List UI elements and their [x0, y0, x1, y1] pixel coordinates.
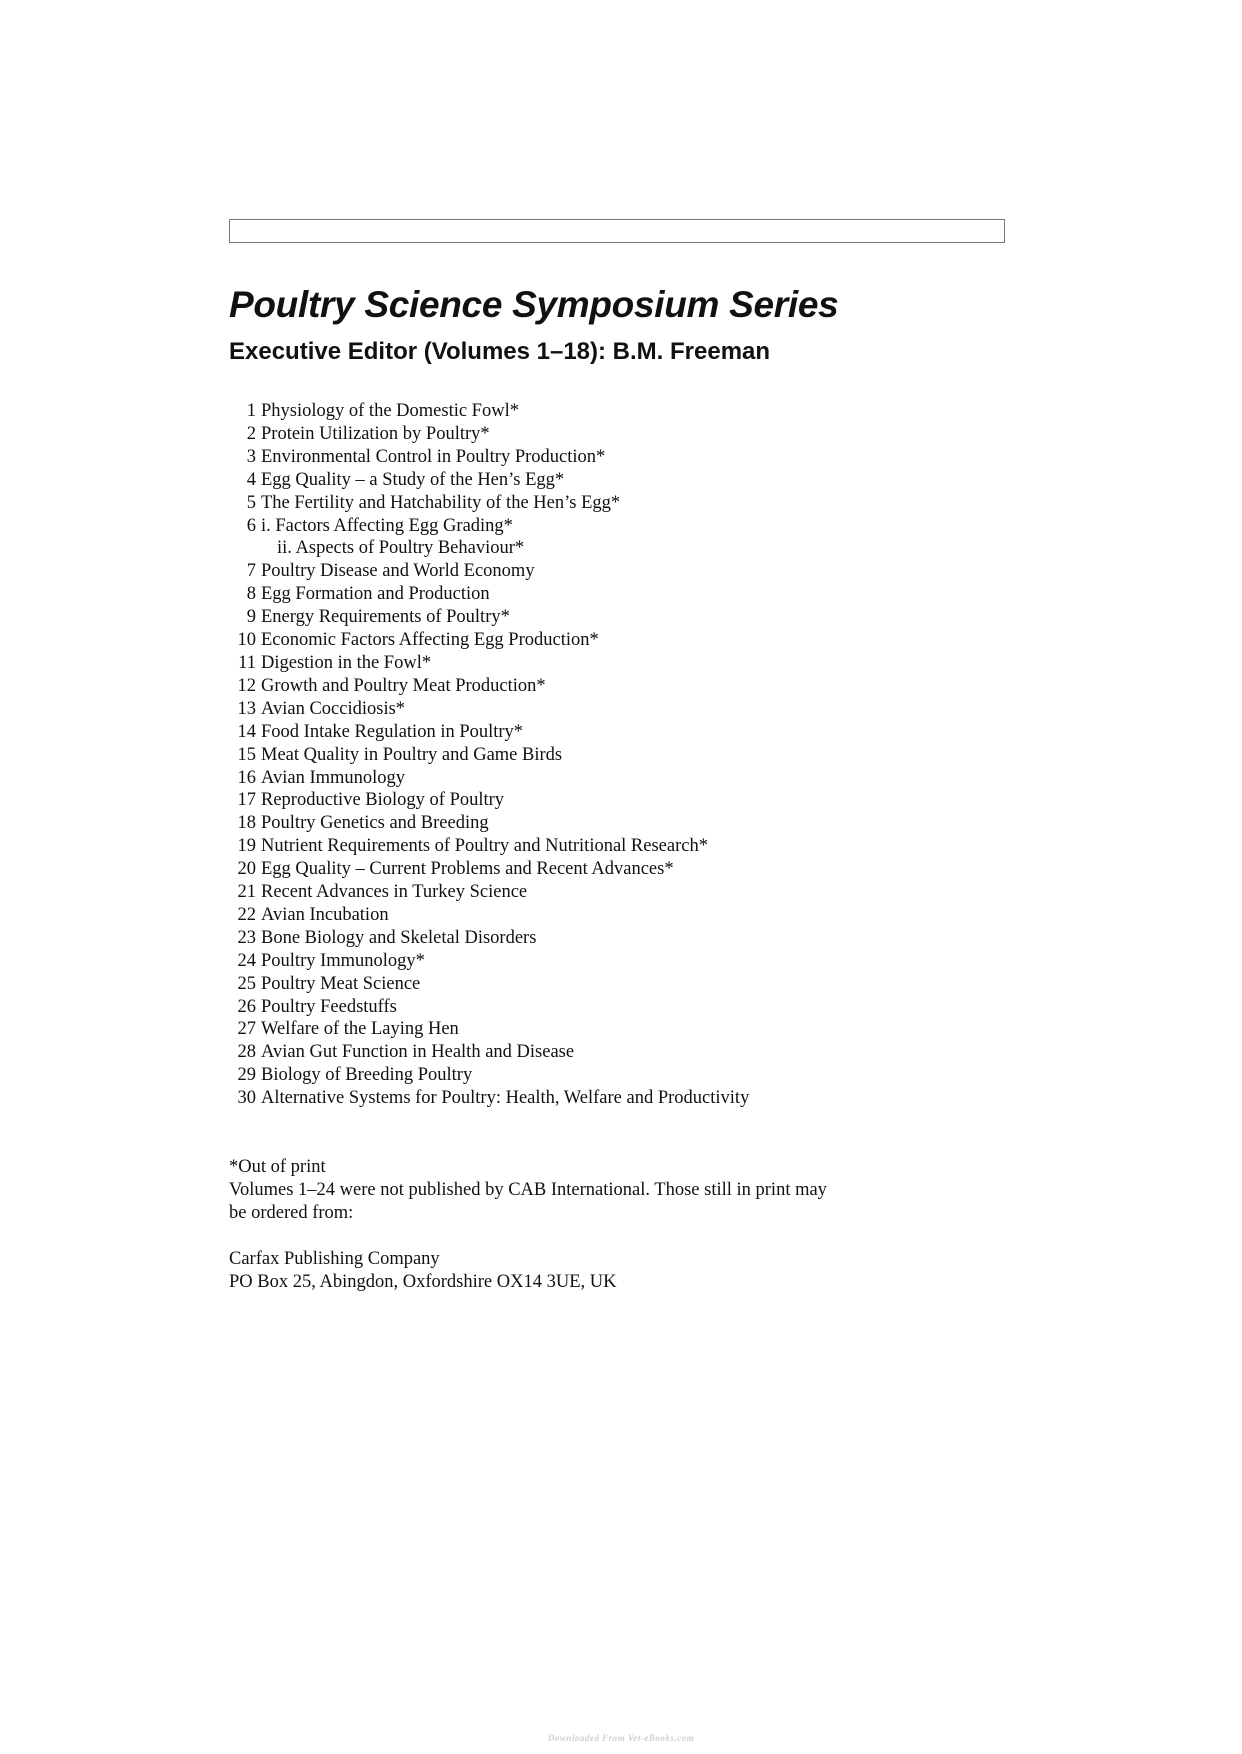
volume-item-subpart: [229, 537, 1029, 560]
volume-title: Welfare of the Laying Hen: [261, 1019, 459, 1040]
volume-title: The Fertility and Hatchability of the Hen’s Egg*: [261, 492, 621, 513]
volume-item: [229, 789, 1029, 812]
volume-title: Physiology of the Domestic Fowl*: [261, 401, 519, 421]
volume-title: Digestion in the Fowl*: [261, 652, 432, 673]
volume-item: [229, 812, 1029, 835]
volume-number: 28: [237, 1042, 256, 1063]
volume-number: 24: [237, 950, 256, 971]
volume-number: 4: [246, 469, 256, 490]
volume-item: [229, 835, 1029, 858]
volume-title: Egg Formation and Production: [261, 584, 490, 605]
volume-title: Poultry Genetics and Breeding: [261, 813, 489, 834]
volume-number: 8: [246, 584, 256, 605]
volume-item: [229, 652, 1029, 675]
volume-title: Nutrient Requirements of Poultry and Nutritional Research*: [261, 836, 708, 857]
volume-title: Food Intake Regulation in Poultry*: [261, 721, 524, 742]
volume-item: [229, 583, 1029, 606]
volume-title: Avian Incubation: [261, 904, 389, 925]
volume-item: [229, 629, 1029, 652]
volume-number: 23: [237, 927, 256, 948]
volume-title: Poultry Immunology*: [261, 950, 425, 971]
volume-number: 18: [237, 813, 256, 834]
volume-number: 11: [238, 652, 256, 673]
volume-number: 9: [246, 607, 256, 628]
volume-title: Egg Quality – a Study of the Hen’s Egg*: [261, 469, 565, 490]
volume-number: 12: [237, 675, 256, 696]
volume-item: [229, 973, 1029, 996]
volume-item: [229, 675, 1029, 698]
volume-item: [229, 1041, 1029, 1064]
volume-number: 25: [237, 973, 256, 994]
volume-title: Poultry Disease and World Economy: [261, 561, 535, 582]
volume-title: Meat Quality in Poultry and Game Birds: [261, 744, 563, 765]
series-title: Poultry Science Symposium Series: [229, 284, 839, 325]
notes-section: [229, 1156, 929, 1294]
volume-number: 1: [246, 401, 256, 421]
series-editor: Executive Editor (Volumes 1–18): B.M. Freeman: [229, 338, 771, 365]
download-watermark: Downloaded From Vet-eBooks.com: [547, 1733, 695, 1743]
volume-item: [229, 560, 1029, 583]
volume-number: 15: [237, 744, 256, 765]
volume-number: [229, 537, 257, 560]
publisher-name: Carfax Publishing Company: [229, 1249, 440, 1269]
volume-item: [229, 744, 1029, 767]
volume-title: Biology of Breeding Poultry: [261, 1065, 473, 1086]
volume-number: 19: [237, 836, 256, 857]
volume-item: [229, 492, 1029, 515]
volume-number: 10: [237, 630, 256, 651]
volume-item: [229, 515, 1029, 538]
volume-number: 26: [237, 996, 256, 1017]
volume-title: Growth and Poultry Meat Production*: [261, 675, 546, 696]
volume-number: 14: [237, 721, 256, 742]
availability-note-line-2: be ordered from:: [229, 1203, 354, 1223]
volume-title: Reproductive Biology of Poultry: [261, 790, 505, 811]
volume-title: Egg Quality – Current Problems and Recent Advances*: [261, 859, 674, 880]
volume-number: 5: [246, 492, 256, 513]
availability-note-line-1: Volumes 1–24 were not published by CAB International. Those still in print may: [229, 1180, 827, 1200]
volume-item: [229, 606, 1029, 629]
volume-item: [229, 927, 1029, 950]
volume-number: 2: [246, 423, 256, 444]
volume-number: 22: [237, 904, 256, 925]
volume-item: [229, 721, 1029, 744]
volume-item: [229, 904, 1029, 927]
spacer: [229, 1225, 929, 1248]
volume-number: 30: [237, 1088, 256, 1109]
volume-item: [229, 1064, 1029, 1087]
out-of-print-note: *Out of print: [229, 1157, 326, 1177]
volume-list: [229, 400, 1029, 1110]
volume-item: [229, 698, 1029, 721]
volume-number: 6: [246, 515, 256, 536]
volume-title: Energy Requirements of Poultry*: [261, 607, 510, 628]
volume-item: [229, 1018, 1029, 1041]
volume-number: 27: [237, 1019, 256, 1040]
volume-number: 17: [237, 790, 256, 811]
volume-title: Avian Coccidiosis*: [261, 698, 406, 719]
volume-item: [229, 446, 1029, 469]
volume-title: ii. Aspects of Poultry Behaviour*: [277, 538, 525, 559]
volume-item: [229, 881, 1029, 904]
volume-title: Avian Immunology: [261, 767, 406, 788]
volume-number: 7: [246, 561, 256, 582]
volume-title: Bone Biology and Skeletal Disorders: [261, 927, 537, 948]
volume-item: [229, 400, 1029, 423]
volume-title: Poultry Feedstuffs: [261, 996, 397, 1017]
volume-title: i. Factors Affecting Egg Grading*: [261, 515, 513, 536]
volume-item: [229, 996, 1029, 1019]
volume-title: Poultry Meat Science: [261, 973, 421, 994]
volume-title: Alternative Systems for Poultry: Health, Welfare and Productivity: [261, 1088, 750, 1109]
volume-number: 20: [237, 859, 256, 880]
volume-number: 21: [237, 882, 256, 903]
volume-item: [229, 767, 1029, 790]
publisher-address: PO Box 25, Abingdon, Oxfordshire OX14 3UE, UK: [229, 1272, 617, 1292]
volume-title: Protein Utilization by Poultry*: [261, 423, 490, 444]
volume-item: [229, 858, 1029, 881]
header-rule-box: [229, 219, 1005, 243]
volume-item: [229, 1087, 1029, 1110]
volume-title: Recent Advances in Turkey Science: [261, 882, 528, 903]
volume-item: [229, 950, 1029, 973]
volume-title: Economic Factors Affecting Egg Production*: [261, 630, 599, 651]
volume-item: [229, 423, 1029, 446]
volume-item: [229, 469, 1029, 492]
volume-title: Environmental Control in Poultry Production*: [261, 446, 606, 467]
volume-number: 29: [237, 1065, 256, 1086]
volume-number: 3: [246, 446, 256, 467]
volume-title: Avian Gut Function in Health and Disease: [261, 1042, 575, 1063]
volume-number: 13: [237, 698, 256, 719]
volume-number: 16: [237, 767, 256, 788]
